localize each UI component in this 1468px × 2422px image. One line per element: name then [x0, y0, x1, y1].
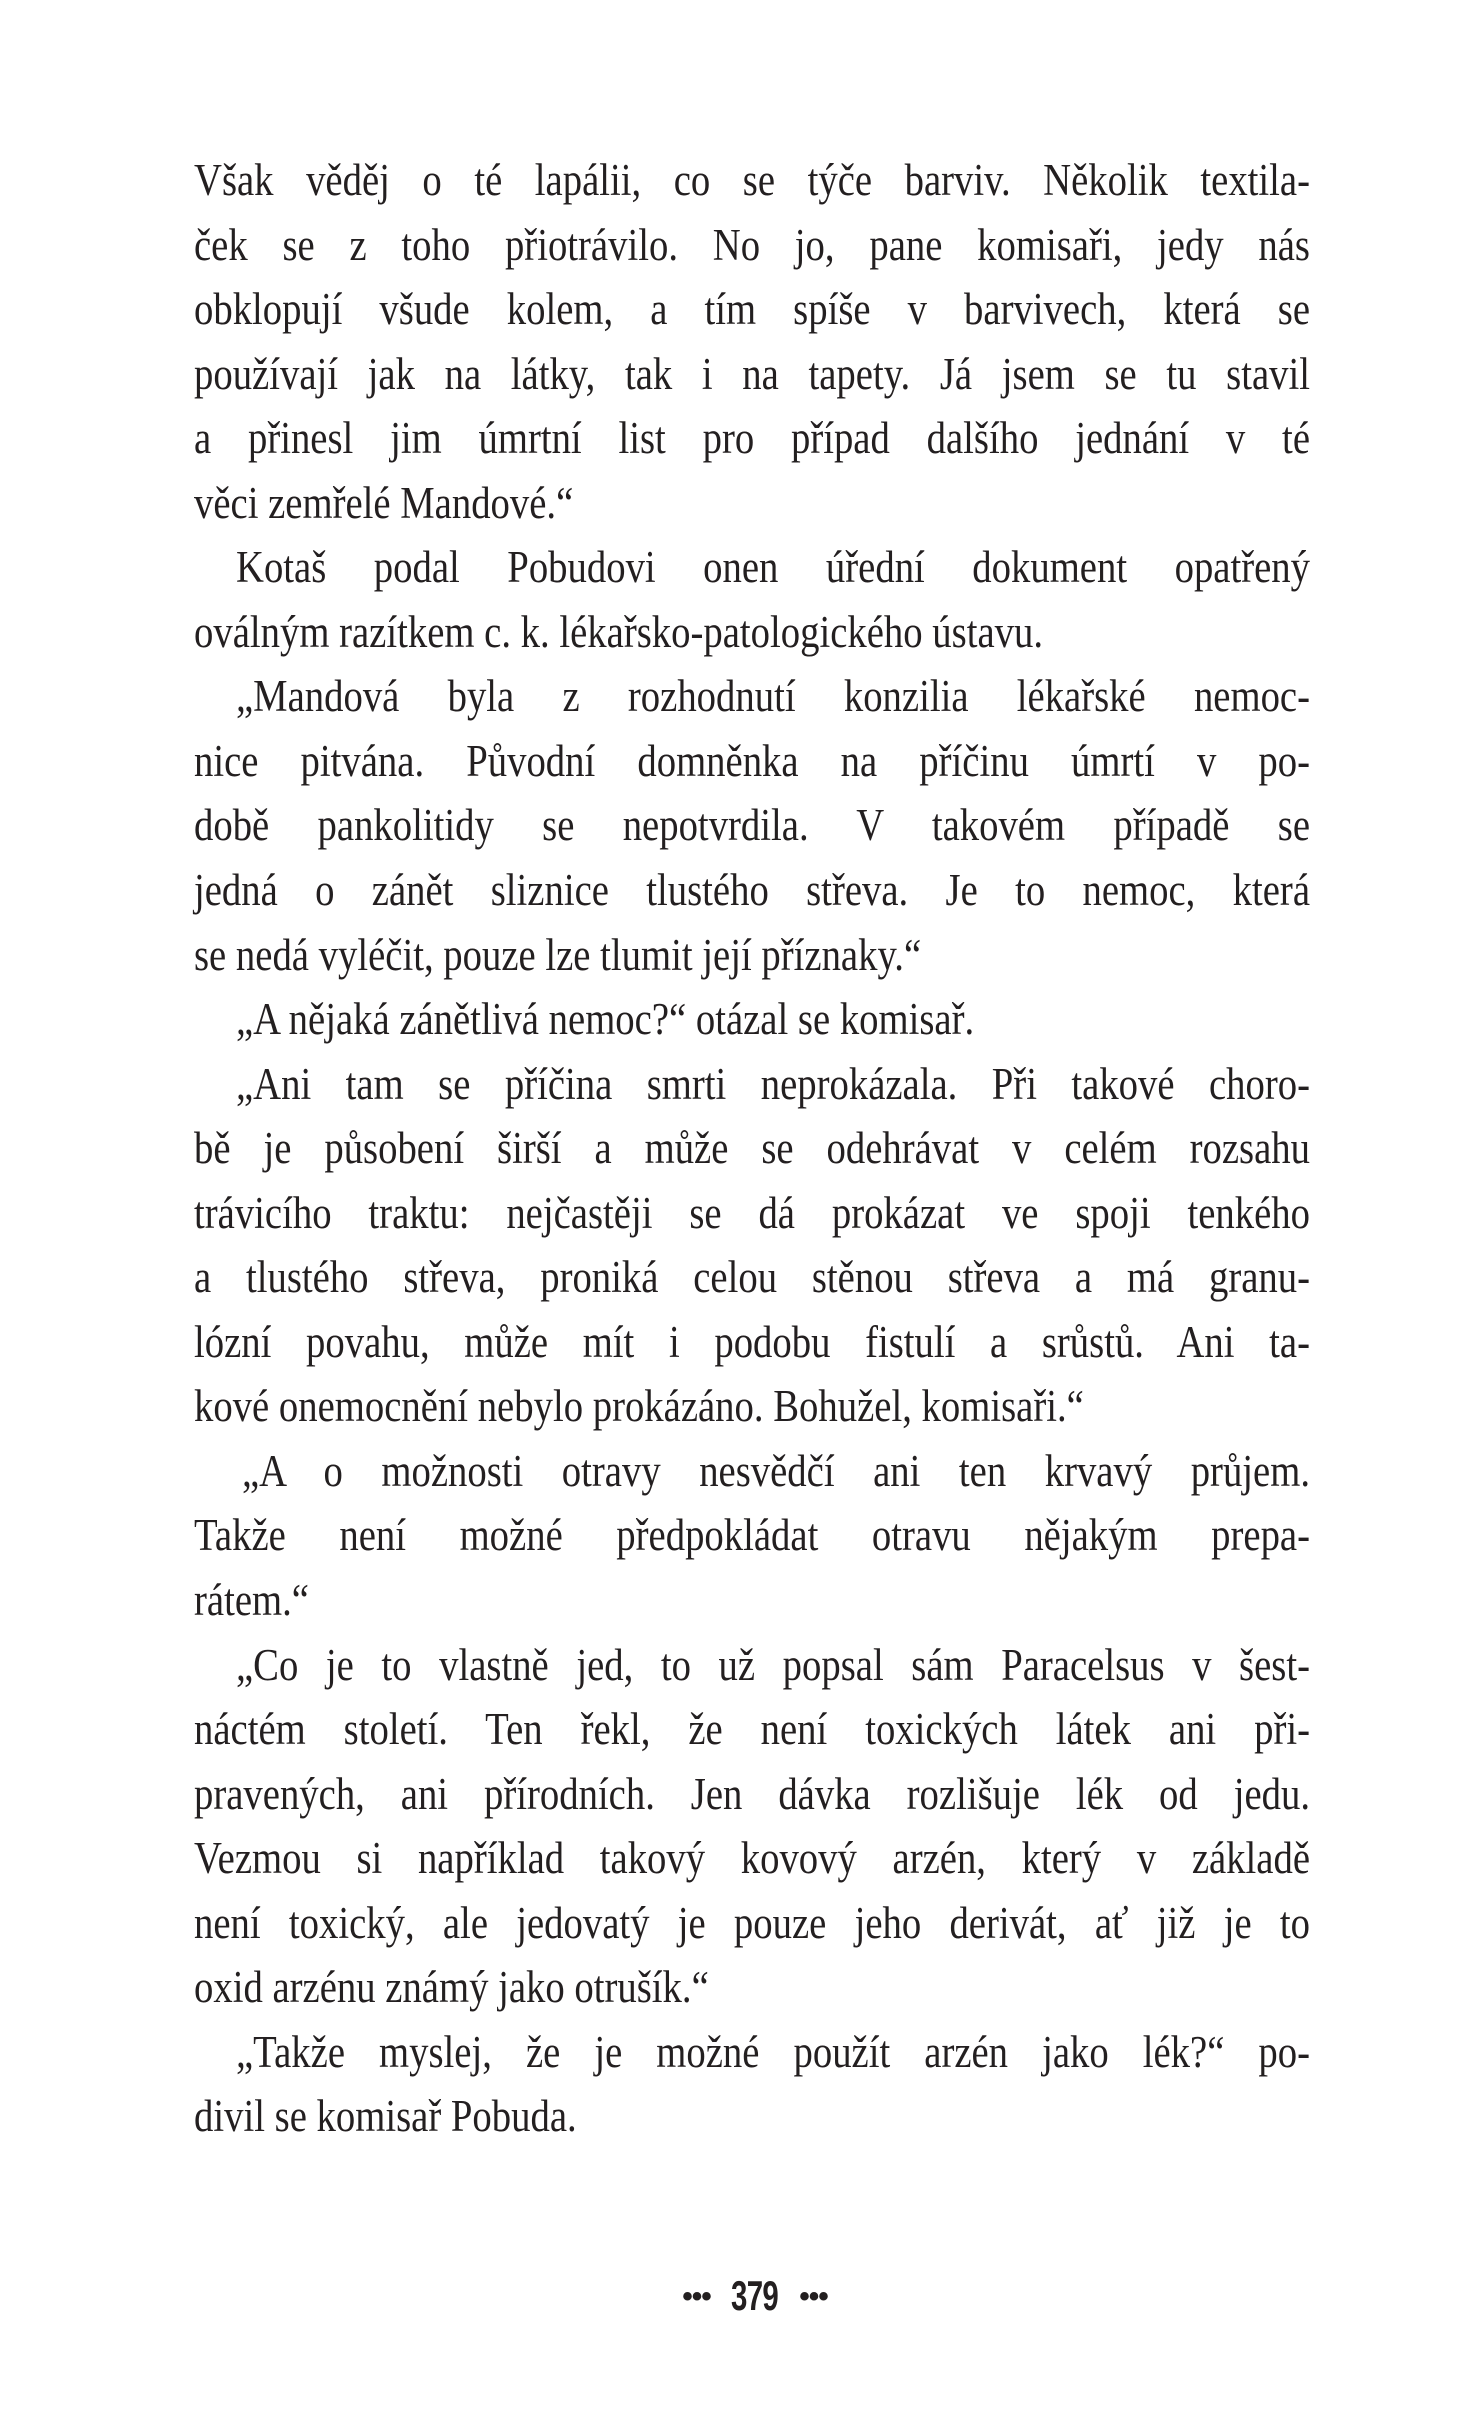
page-number	[0, 2272, 1468, 2320]
paragraph	[194, 1052, 1310, 1439]
text-line-content: „Mandová byla z rozhodnutí konzilia lékařské nemoc-	[236, 671, 1311, 722]
text-line	[194, 1568, 1310, 1633]
paragraph	[194, 535, 1310, 664]
text-line-content: kové onemocnění nebylo prokázáno. Bohužel, komisaři.“	[194, 1381, 1084, 1432]
text-line	[194, 793, 1310, 858]
ornament-left: •••	[682, 2280, 711, 2313]
text-line-content: jedná o zánět sliznice tlustého střeva. Je to nemoc, která	[194, 865, 1310, 916]
text-line-content: Takže není možné předpokládat otravu nějakým prepa-	[194, 1510, 1310, 1561]
text-line	[194, 406, 1310, 471]
paragraph	[194, 148, 1310, 535]
text-line-content: používají jak na látky, tak i na tapety. Já jsem se tu stavil	[194, 348, 1310, 399]
text-line-content: obklopují všude kolem, a tím spíše v barvivech, která se	[194, 284, 1310, 335]
text-line	[194, 1374, 1310, 1439]
text-line-content: není toxický, ale jedovatý je pouze jeho derivát, ať již je to	[194, 1897, 1311, 1948]
text-line-content: Vezmou si například takový kovový arzén, který v základě	[194, 1833, 1310, 1884]
text-line-content: „Ani tam se příčina smrti neprokázala. Při takové choro-	[236, 1058, 1311, 1109]
page-number-value: 379	[731, 2272, 779, 2319]
text-line	[194, 1052, 1310, 1117]
text-line-content: a přinesl jim úmrtní list pro případ dalšího jednání v té	[194, 413, 1310, 464]
text-line	[194, 1245, 1310, 1310]
text-line	[194, 148, 1310, 213]
paragraph	[194, 1439, 1310, 1633]
text-line-content: divil se komisař Pobuda.	[194, 2091, 577, 2142]
paragraph	[194, 2020, 1310, 2149]
text-line	[194, 729, 1310, 794]
text-line	[194, 1762, 1310, 1827]
text-line-content: „Takže myslej, že je možné použít arzén jako lék?“ po-	[236, 2026, 1311, 2077]
text-line-content: rátem.“	[194, 1575, 309, 1626]
paragraph	[194, 664, 1310, 987]
text-line-content: bě je působení širší a může se odehrávat v celém rozsahu	[194, 1123, 1310, 1174]
paragraph	[194, 1633, 1310, 2020]
text-line	[194, 664, 1310, 729]
body-text	[194, 148, 1310, 2149]
text-line	[194, 342, 1310, 407]
text-line	[194, 277, 1310, 342]
text-line	[194, 471, 1310, 536]
text-line	[194, 2020, 1310, 2085]
text-line-content: době pankolitidy se nepotvrdila. V takovém případě se	[194, 800, 1310, 851]
text-line	[194, 923, 1310, 988]
text-line-content: a tlustého střeva, proniká celou stěnou střeva a má granu-	[194, 1252, 1310, 1303]
text-line	[194, 1891, 1310, 1956]
text-line-content: věci zemřelé Mandové.“	[194, 477, 574, 528]
text-line	[194, 858, 1310, 923]
text-line-content: oválným razítkem c. k. lékařsko-patologického ústavu.	[194, 606, 1044, 657]
text-line-content: pravených, ani přírodních. Jen dávka rozlišuje lék od jedu.	[194, 1768, 1310, 1819]
text-line-content: oxid arzénu známý jako otrušík.“	[194, 1962, 709, 2013]
text-line	[194, 600, 1310, 665]
text-line	[194, 1955, 1310, 2020]
text-line-content: „A nějaká zánětlivá nemoc?“ otázal se komisař.	[236, 994, 975, 1045]
text-line-content: trávicího traktu: nejčastěji se dá prokázat ve spoji tenkého	[194, 1187, 1311, 1238]
text-line	[194, 1697, 1310, 1762]
text-line-content: Kotaš podal Pobudovi onen úřední dokument opatřený	[236, 542, 1311, 593]
text-line	[194, 2084, 1310, 2149]
text-line-content: Však věděj o té lapálii, co se týče barviv. Několik textila-	[194, 155, 1310, 205]
text-line-content: náctém století. Ten řekl, že není toxických látek ani při-	[194, 1704, 1310, 1755]
text-line	[194, 1503, 1310, 1568]
text-line	[194, 1439, 1310, 1504]
text-line	[194, 987, 1310, 1052]
ornament-right: •••	[799, 2280, 828, 2313]
text-line	[194, 1116, 1310, 1181]
text-line	[194, 535, 1310, 600]
text-line-content: nice pitvána. Původní domněnka na příčinu úmrtí v po-	[194, 735, 1310, 786]
text-line-content: lózní povahu, může mít i podobu fistulí a srůstů. Ani ta-	[194, 1316, 1310, 1367]
text-line	[194, 213, 1310, 278]
text-line-content: ček se z toho přiotrávilo. No jo, pane komisaři, jedy nás	[194, 219, 1310, 270]
text-line	[194, 1181, 1310, 1246]
text-line-content: „A o možnosti otravy nesvědčí ani ten krvavý průjem.	[242, 1445, 1310, 1496]
text-line	[194, 1633, 1310, 1698]
text-line-content: se nedá vyléčit, pouze lze tlumit její příznaky.“	[194, 929, 922, 980]
text-line-content: „Co je to vlastně jed, to už popsal sám Paracelsus v šest-	[236, 1639, 1311, 1690]
paragraph	[194, 987, 1310, 1052]
text-line	[194, 1826, 1310, 1891]
text-line	[194, 1310, 1310, 1375]
